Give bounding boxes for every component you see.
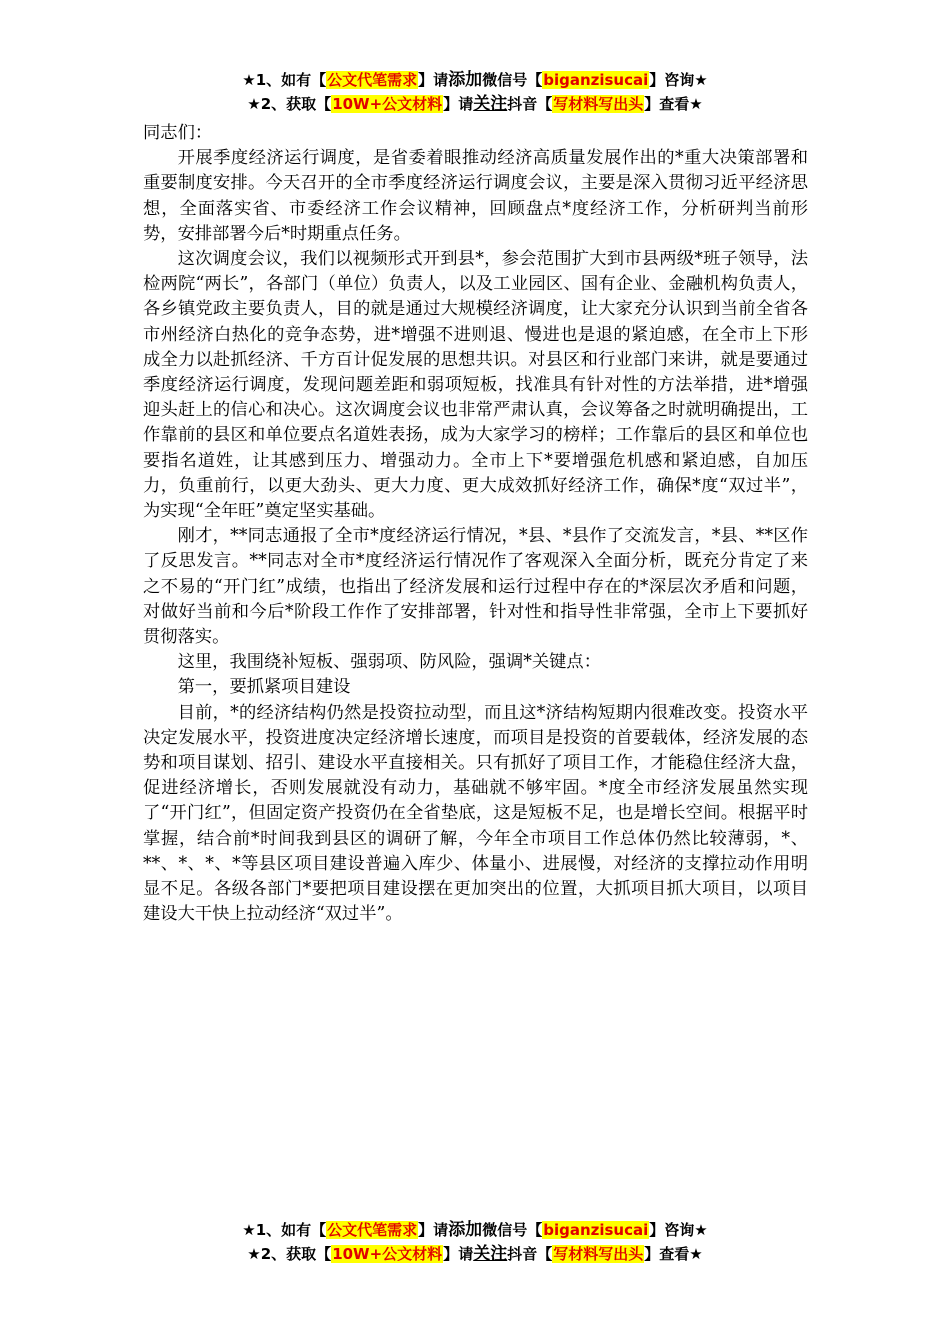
banner-text: 抖音【 [507,1245,553,1263]
douyin-id-highlight: 写材料写出头 [553,95,644,113]
section-heading: 第一，要抓紧项目建设 [177,677,351,698]
banner-text: ★2、获取【 [247,1245,332,1263]
banner-emphasis: 添加 [448,70,483,90]
wechat-id-highlight: biganzisucai [543,1221,649,1239]
banner-text: 】请 [418,1221,449,1239]
banner-text: 】请 [443,95,474,113]
header-banner [0,68,950,116]
banner-highlight: 公文代笔需求 [327,1221,418,1239]
banner-line-1 [0,1218,950,1242]
banner-line-1 [0,68,950,92]
banner-text: ★1、如有【 [242,71,327,89]
banner-highlight: 10W+公文材料 [332,95,443,113]
paragraph: 这里，我围绕补短板、强弱项、防风险，强调*关键点： [177,652,601,673]
salutation: 同志们： [143,123,213,143]
paragraph: 这次调度会议，我们以视频形式开到县*，参会范围扩大到市县两级*班子领导，法检两院“两长”，各部门（单位）负责人，以及工业园区、国有企业、金融机构负责人，各乡镇党政主要负责人，目的就是通过大规模经济调度，让大家充分认识到当前全省各市州经济白热化的竞争态势，进*增强不进则退、慢进也是退的紧迫感，在全市上下形成全力以赴抓经济、千方百计促发展的思想共识。对县区和行业部门来讲，就是要通过季度经济运行调度，发现问题差距和弱项短板，找准具有针对性的方法举措，进*增强迎头赶上的信心和决心。这次调度会议也非常严肃认真，会议筹备之时就明确提出，工作靠前的县区和单位要点名道姓表扬，成为大家学习的榜样；工作靠后的县区和单位也要指名道姓，让其感到压力、增强动力。全市上下*要增强危机感和紧迫感，自加压力，负重前行，以更大劲头、更大力度、更大成效抓好经济工作，确保*度“双过半”，为实现“全年旺”奠定坚实基础。 [143,249,808,522]
banner-emphasis: 关注 [473,94,508,114]
banner-text: 微信号【 [482,71,543,89]
footer-banner [0,1218,950,1266]
banner-line-2 [0,92,950,116]
wechat-id-highlight: biganzisucai [543,71,649,89]
banner-emphasis: 添加 [448,1220,483,1240]
banner-text: ★2、获取【 [247,95,332,113]
douyin-id-highlight: 写材料写出头 [553,1245,644,1263]
banner-text: 】请 [443,1245,474,1263]
banner-text: 】咨询★ [649,1221,708,1239]
paragraph: 刚才，**同志通报了全市*度经济运行情况，*县、*县作了交流发言，*县、**区作了反思发言。**同志对全市*度经济运行情况作了客观深入全面分析，既充分肯定了来之不易的“开门红”成绩，也指出了经济发展和运行过程中存在的*深层次矛盾和问题，对做好当前和今后*阶段工作作了安排部署，针对性和指导性非常强，全市上下要抓好贯彻落实。 [143,526,808,648]
banner-text: 微信号【 [482,1221,543,1239]
banner-text: 】查看★ [644,1245,703,1263]
banner-line-2 [0,1242,950,1266]
banner-highlight: 公文代笔需求 [327,71,418,89]
banner-text: 】请 [418,71,449,89]
banner-text: ★1、如有【 [242,1221,327,1239]
banner-text: 抖音【 [507,95,553,113]
banner-text: 】咨询★ [649,71,708,89]
banner-highlight: 10W+公文材料 [332,1245,443,1263]
paragraph: 开展季度经济运行调度，是省委着眼推动经济高质量发展作出的*重大决策部署和重要制度安排。今天召开的全市季度经济运行调度会议，主要是深入贯彻习近平经济思想，全面落实省、市委经济工作会议精神，回顾盘点*度经济工作，分析研判当前形势，安排部署今后*时期重点任务。 [143,148,808,244]
banner-text: 】查看★ [644,95,703,113]
paragraph: 目前，*的经济结构仍然是投资拉动型，而且这*济结构短期内很难改变。投资水平决定发展水平，投资进度决定经济增长速度，而项目是投资的首要载体，经济发展的态势和项目谋划、招引、建设水平直接相关。只有抓好了项目工作，才能稳住经济大盘，促进经济增长，否则发展就没有动力，基础就不够牢固。*度全市经济发展虽然实现了“开门红”，但固定资产投资仍在全省垫底，这是短板不足，也是增长空间。根据平时掌握，结合前*时间我到县区的调研了解，今年全市项目工作总体仍然比较薄弱，*、**、*、*、*等县区项目建设普遍入库少、体量小、进展慢，对经济的支撑拉动作用明显不足。各级各部门*要把项目建设摆在更加突出的位置，大抓项目抓大项目，以项目建设大干快上拉动经济“双过半”。 [143,702,808,925]
speech-body [143,121,808,928]
banner-emphasis: 关注 [473,1244,508,1264]
